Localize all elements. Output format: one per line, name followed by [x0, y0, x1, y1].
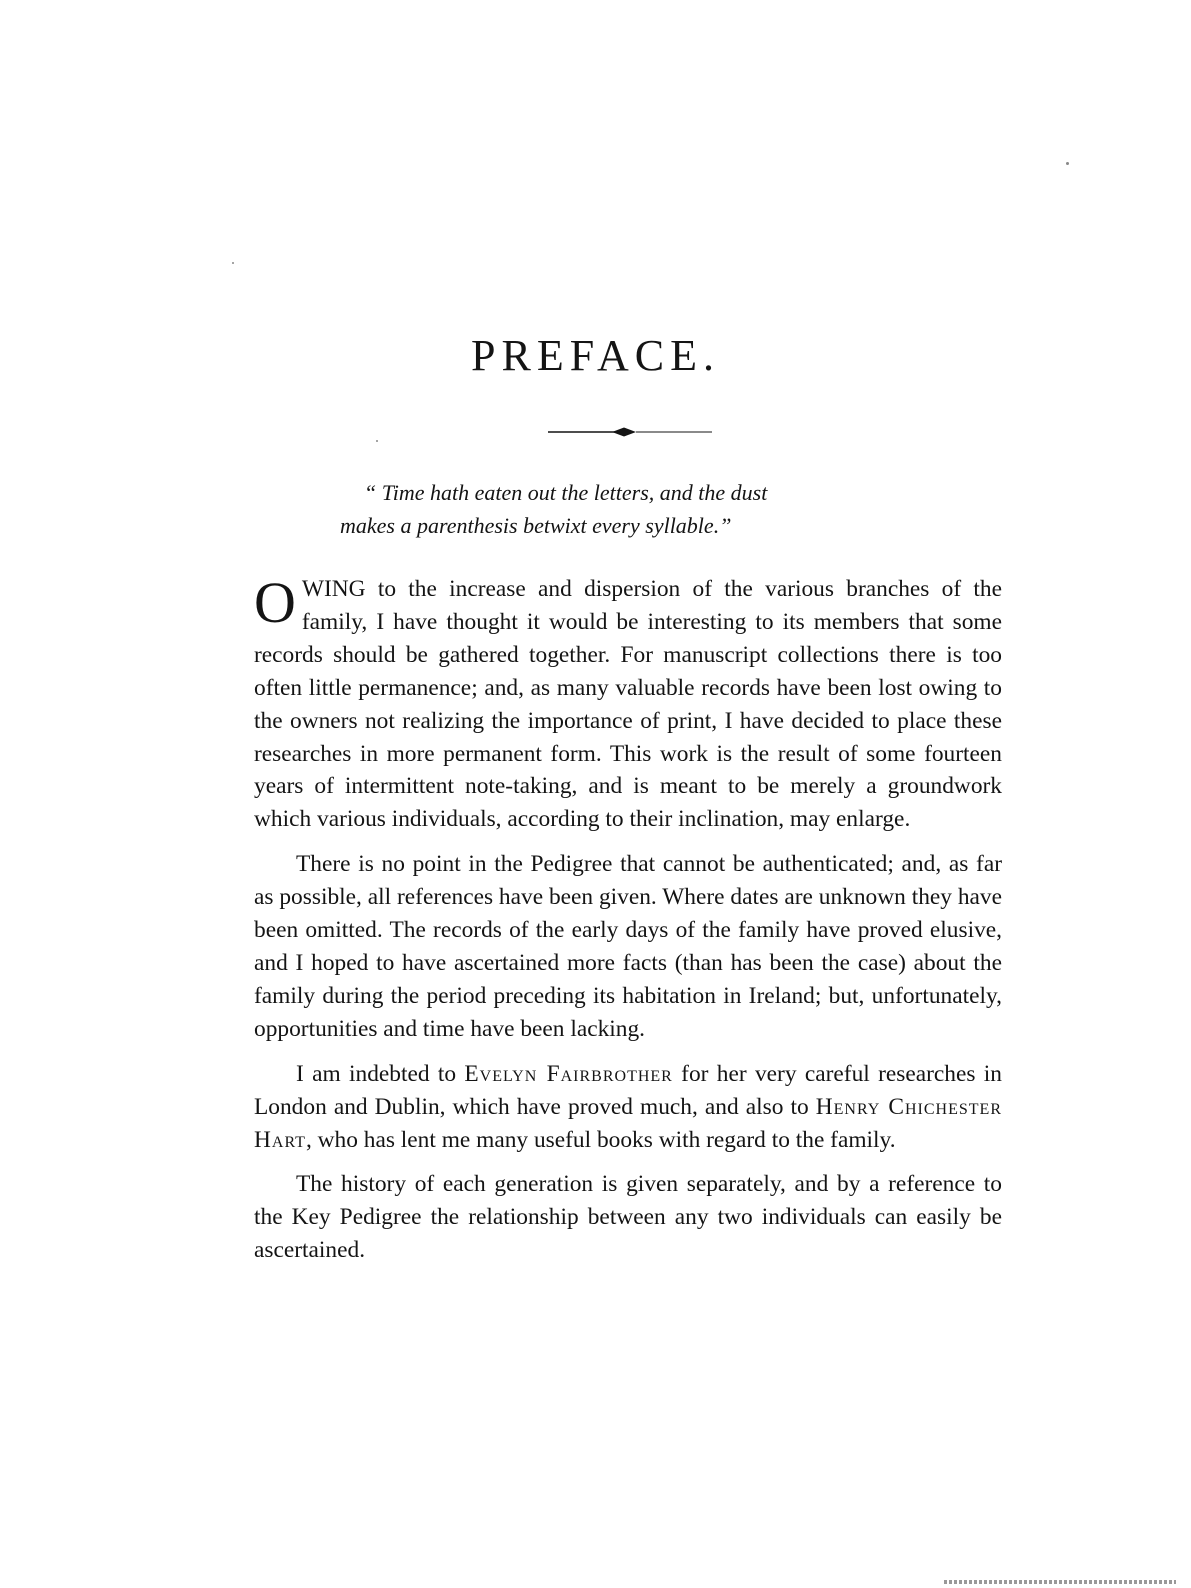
paragraph-text: The history of each generation is given separately, and by a reference to the Key Pedigree the relationship between any two individuals can easily be ascertained.	[254, 1171, 1002, 1264]
paragraph-text: There is no point in the Pedigree that cannot be authenticated; and, as far as possible, all references have been given. Where dates are unknown they have been omitted. The records of the early days of the family have proved elusive, and I hoped to have ascertained more facts (than has been the case) about the family during the period preceding its habitation in Ireland; but, unfortunately, opportunities and time have been lacking.	[254, 851, 1002, 1042]
epigraph	[340, 476, 900, 542]
ornament-divider-icon	[548, 426, 712, 438]
page-speck	[232, 262, 234, 264]
person-name: Evelyn Fairbrother	[464, 1060, 673, 1087]
paragraph-text: for her very careful researches in London and Dublin, which have proved much, and also to	[254, 1060, 1002, 1120]
paragraph-2	[254, 848, 1002, 1045]
paragraph-4	[254, 1168, 1002, 1267]
person-name: Henry Chichester Hart	[254, 1093, 1002, 1153]
page-speck	[1066, 162, 1069, 165]
paragraph-text: , who has lent me many useful books with regard to the family.	[305, 1126, 896, 1153]
page-speck	[376, 440, 378, 442]
epigraph-line: makes a parenthesis betwixt every syllable.”	[340, 513, 732, 538]
preface-body	[254, 570, 1002, 1279]
paragraph-1	[254, 570, 1002, 836]
drop-cap: O	[254, 570, 296, 635]
page-title: PREFACE.	[471, 331, 720, 380]
paragraph-3	[254, 1058, 1002, 1157]
paragraph-text: I am indebted to	[296, 1060, 465, 1087]
scan-edge-mark	[944, 1580, 1176, 1584]
paragraph-text: WING to the increase and dispersion of the various branches of the family, I have thought it would be interesting to its members that some records should be gathered together. For manuscript collections there is too often little permanence; and, as many valuable records have been lost owing to the owners not realizing the importance of print, I have decided to place these researches in more permanent form. This work is the result of some fourteen years of intermittent note-taking, and is meant to be merely a groundwork which various individuals, according to their inclination, may enlarge.	[254, 576, 1002, 833]
epigraph-line: “ Time hath eaten out the letters, and the dust	[364, 480, 768, 505]
